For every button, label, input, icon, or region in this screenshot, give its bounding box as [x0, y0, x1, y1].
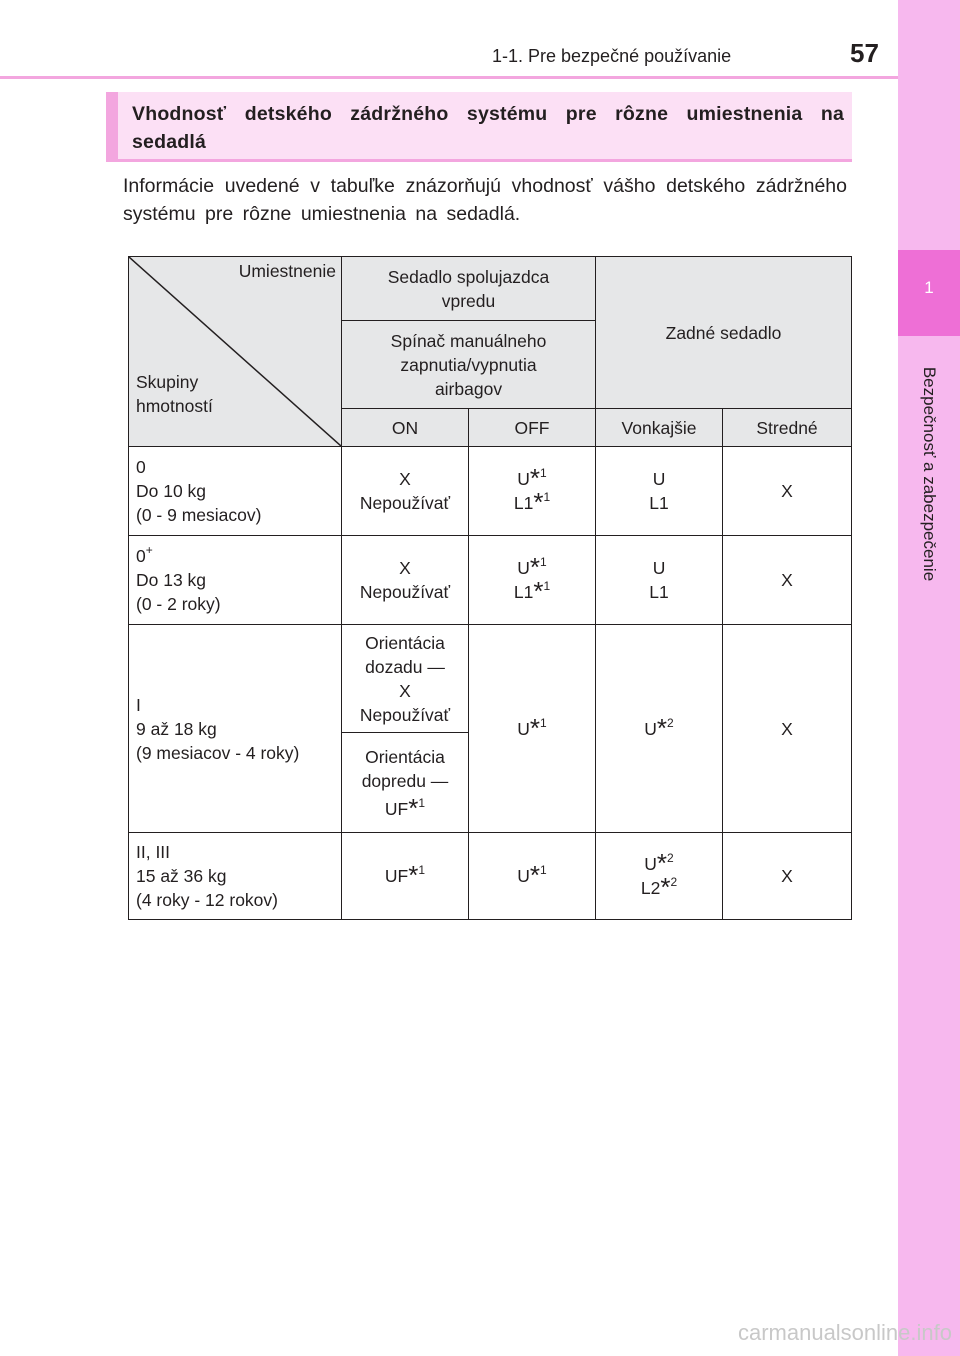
cell-line: X [399, 680, 411, 701]
cell-line [471, 576, 593, 606]
cell-value: L1 [513, 493, 534, 513]
on-cell [342, 536, 469, 625]
intro-paragraph: Informácie uvedené v tabuľke znázorňujú vhodnosť vášho detského zádržného systému pre rôzne umiestnenia na sedadlá. [123, 175, 847, 225]
cell-line: Nepoužívať [359, 704, 451, 725]
outer-cell [596, 625, 723, 833]
footnote-star: * [529, 860, 541, 890]
footnote-star: * [408, 860, 419, 890]
group-line: (4 roky - 12 rokov) [136, 890, 278, 910]
cell-line: L1 [649, 493, 669, 513]
corner-bottom-line: Skupiny [136, 372, 199, 392]
table-header-row [129, 257, 852, 321]
footnote-star: * [533, 487, 544, 517]
footnote-star: * [529, 552, 541, 582]
cell-line: Orientácia [365, 746, 445, 767]
group-line: 15 až 36 kg [136, 866, 227, 886]
col-outer-header: Vonkajšie [596, 409, 723, 447]
cell-value: UF [384, 866, 409, 886]
group-cell [129, 625, 342, 833]
cell-line: U [652, 558, 666, 578]
col-center-header: Stredné [723, 409, 852, 447]
footnote-number: 2 [667, 851, 674, 865]
group-line [136, 544, 339, 568]
footnote-number: 1 [540, 715, 547, 730]
section-title: Vhodnosť detského zádržného systému pre rôzne umiestnenia na sedadlá [132, 103, 844, 153]
outer-cell [596, 447, 723, 536]
group-sup: + [145, 543, 153, 557]
chapter-sidebar [898, 0, 960, 1356]
group-line: II, III [136, 842, 171, 862]
footnote-number: 1 [418, 863, 426, 877]
on-rear-cell [342, 625, 469, 733]
off-cell [469, 625, 596, 833]
footnote-star: * [529, 712, 541, 743]
group-line: Do 10 kg [136, 481, 207, 501]
table-row [129, 625, 852, 733]
airbag-switch-line: airbagov [434, 378, 503, 399]
cell-line: U [652, 469, 666, 489]
table-row [129, 447, 852, 536]
front-seat-header [342, 257, 596, 321]
footnote-star: * [408, 792, 419, 823]
section-heading-box [106, 92, 852, 162]
off-cell [469, 536, 596, 625]
corner-bottom-label [136, 370, 213, 418]
footnote-number: 1 [418, 795, 426, 810]
cell-line: X [399, 558, 411, 578]
table-row [129, 833, 852, 920]
cell-line: dopredu — [361, 770, 449, 791]
front-seat-line: Sedadlo spolujazdca [387, 266, 550, 287]
cell-line: Nepoužívať [359, 582, 451, 602]
footnote-number: 1 [540, 555, 547, 569]
cell-value: U [644, 854, 657, 874]
footnote-number: 1 [540, 863, 547, 877]
chapter-title: Bezpečnosť a zabezpečenie [920, 366, 939, 582]
front-seat-line: vpredu [441, 290, 496, 311]
table-row [129, 536, 852, 625]
center-cell: X [723, 447, 852, 536]
cell-line: Nepoužívať [359, 493, 451, 513]
cell-line [471, 552, 593, 582]
footnote-star: * [529, 463, 541, 493]
footnote-number: 1 [543, 579, 551, 593]
group-cell [129, 833, 342, 920]
footnote-number: 2 [667, 715, 674, 730]
on-cell [342, 447, 469, 536]
footnote-number: 1 [543, 490, 551, 504]
footnote-number: 1 [540, 466, 547, 480]
outer-cell [596, 833, 723, 920]
center-cell: X [723, 536, 852, 625]
corner-header-cell [129, 257, 342, 447]
chapter-number: 1 [924, 278, 934, 297]
off-cell [469, 833, 596, 920]
airbag-switch-line: zapnutia/vypnutia [400, 354, 537, 375]
group-line: 0 [136, 457, 146, 477]
footnote-star: * [533, 576, 544, 606]
center-cell: X [723, 625, 852, 833]
group-line: (0 - 9 mesiacov) [136, 505, 262, 525]
cell-value: U [517, 718, 530, 739]
off-cell [469, 447, 596, 536]
on-front-cell [342, 733, 469, 833]
cell-value: U [517, 469, 530, 489]
cell-value: U [517, 558, 530, 578]
suitability-table [128, 256, 852, 920]
header-section-title: 1-1. Pre bezpečné používanie [492, 46, 732, 66]
watermark: carmanualsonline.info [737, 1320, 952, 1345]
col-on-header: ON [342, 409, 469, 447]
cell-line: L1 [649, 582, 669, 602]
group-cell [129, 536, 342, 625]
group-cell [129, 447, 342, 536]
group-line: 9 až 18 kg [136, 718, 217, 739]
footnote-star: * [660, 872, 671, 902]
footnote-number: 2 [670, 875, 678, 889]
cell-line [344, 792, 466, 823]
header-rule [0, 76, 898, 79]
group-line: (0 - 2 roky) [136, 594, 221, 614]
page-number: 57 [850, 38, 879, 68]
center-cell: X [723, 833, 852, 920]
footnote-star: * [656, 848, 668, 878]
cell-value: U [517, 866, 530, 886]
cell-value: L2 [640, 878, 661, 898]
cell-value: L1 [513, 582, 534, 602]
cell-line: Orientácia [365, 632, 445, 653]
cell-value: UF [384, 798, 409, 819]
cell-line: X [399, 469, 411, 489]
outer-cell [596, 536, 723, 625]
cell-value: U [644, 718, 657, 739]
group-main: 0 [136, 546, 146, 566]
airbag-switch-header [342, 321, 596, 409]
cell-line: dozadu — [365, 656, 445, 677]
group-line: Do 13 kg [136, 570, 207, 590]
group-line: I [136, 694, 141, 715]
corner-bottom-line: hmotností [136, 396, 213, 416]
cell-line [598, 872, 720, 902]
cell-line [471, 463, 593, 493]
rear-seat-header: Zadné sedadlo [596, 257, 852, 409]
airbag-switch-line: Spínač manuálneho [390, 330, 547, 351]
footnote-star: * [656, 712, 668, 743]
group-line: (9 mesiacov - 4 roky) [136, 742, 300, 763]
col-off-header: OFF [469, 409, 596, 447]
corner-top-label: Umiestnenie [238, 261, 336, 281]
cell-line [471, 487, 593, 517]
on-cell [342, 833, 469, 920]
